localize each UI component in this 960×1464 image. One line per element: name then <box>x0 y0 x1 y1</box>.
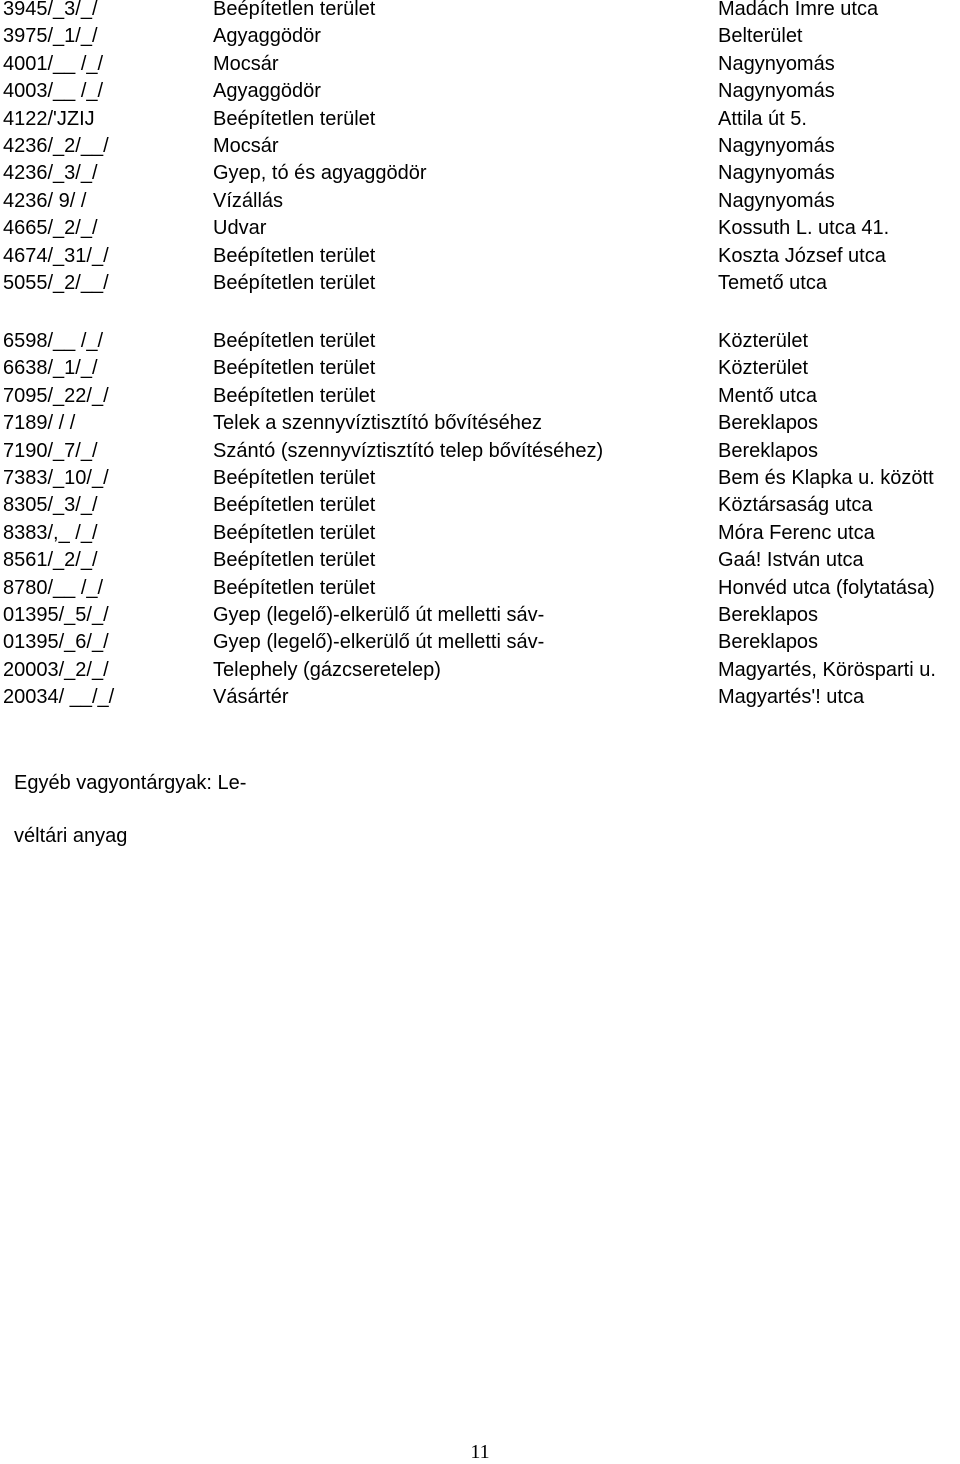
parcel-number: 3945/_3/_/ <box>3 0 98 20</box>
property-type: Beépítetlen terület <box>213 107 376 130</box>
parcel-number: 8561/_2/_/ <box>3 549 98 572</box>
property-type: Agyaggödör <box>213 80 321 103</box>
property-location: Mentő utca <box>718 384 817 407</box>
parcel-number: 01395/_5/_/ <box>3 604 109 626</box>
property-row <box>0 684 960 711</box>
property-location: Belterület <box>718 25 803 48</box>
property-type: Udvar <box>213 217 267 240</box>
parcel-number: 3975/_1/_/ <box>3 25 98 48</box>
property-row <box>0 270 960 297</box>
parcel-number: 7189/ / / <box>3 412 76 435</box>
property-row <box>0 51 960 78</box>
parcel-number: 4236/_3/_/ <box>3 162 98 185</box>
property-location: Nagynyomás <box>718 52 835 75</box>
property-type: Vásártér <box>213 686 289 709</box>
property-row <box>0 215 960 242</box>
property-location: Köztársaság utca <box>718 494 873 517</box>
property-location: Bem és Klapka u. között <box>718 467 934 489</box>
property-type: Mocsár <box>213 135 279 157</box>
property-row <box>0 106 960 133</box>
property-row <box>0 355 960 382</box>
property-location: Bereklapos <box>718 631 819 654</box>
property-row <box>0 0 960 23</box>
property-type: Beépítetlen terület <box>213 494 376 517</box>
property-type: Beépítetlen terület <box>213 549 376 572</box>
property-type: Telek a szennyvíztisztító bővítéséhez <box>213 412 543 435</box>
property-location: Bereklapos <box>718 412 819 435</box>
parcel-number: 4665/_2/_/ <box>3 217 98 240</box>
property-type: Telephely (gázcseretelep) <box>213 658 441 681</box>
property-type: Beépítetlen terület <box>213 467 376 489</box>
property-location: Gaá! István utca <box>718 549 864 572</box>
parcel-number: 6598/__ /_/ <box>3 330 104 352</box>
property-location: Nagynyomás <box>718 162 835 185</box>
property-type: Beépítetlen terület <box>213 244 376 267</box>
property-type: Beépítetlen terület <box>213 357 376 380</box>
parcel-number: 7190/_7/_/ <box>3 439 98 462</box>
property-location: Attila út 5. <box>718 107 807 130</box>
parcel-number: 8383/,_ /_/ <box>3 521 98 544</box>
property-row <box>0 657 960 684</box>
parcel-number: 4236/_2/__/ <box>3 135 109 157</box>
property-row <box>0 602 960 629</box>
property-type: Vízállás <box>213 189 284 212</box>
property-location: Móra Ferenc utca <box>718 521 875 544</box>
property-location: Közterület <box>718 357 809 380</box>
property-row <box>0 383 960 410</box>
property-location: Nagynyomás <box>718 80 835 103</box>
parcel-number: 8780/__ /_/ <box>3 576 104 599</box>
other-assets-line-1: Egyéb vagyontárgyak: Le- <box>14 772 247 794</box>
property-type: Agyaggödör <box>213 25 321 48</box>
property-location: Magyartés, Körösparti u. <box>718 658 936 681</box>
property-row <box>0 328 960 355</box>
property-location: Magyartés'! utca <box>718 686 865 709</box>
parcel-number: 4236/ 9/ / <box>3 189 87 212</box>
parcel-number: 8305/_3/_/ <box>3 494 98 517</box>
property-row <box>0 629 960 656</box>
parcel-number: 20003/_2/_/ <box>3 658 109 681</box>
property-type: Beépítetlen terület <box>213 384 376 407</box>
property-row <box>0 438 960 465</box>
property-row <box>0 243 960 270</box>
property-type: Gyep (legelő)-elkerülő út melletti sáv- <box>213 604 545 626</box>
property-location: Nagynyomás <box>718 189 835 212</box>
property-location: Temető utca <box>718 272 827 294</box>
parcel-number: 01395/_6/_/ <box>3 631 109 654</box>
parcel-number: 4122/'JZIJ <box>3 107 95 130</box>
property-location: Honvéd utca (folytatása) <box>718 576 935 599</box>
property-type: Beépítetlen terület <box>213 0 376 20</box>
property-type: Beépítetlen terület <box>213 330 376 352</box>
property-location: Bereklapos <box>718 439 819 462</box>
parcel-number: 4001/__ /_/ <box>3 52 104 75</box>
page-number: 11 <box>470 1441 490 1463</box>
parcel-number: 6638/_1/_/ <box>3 357 98 380</box>
property-row <box>0 492 960 519</box>
property-row <box>0 547 960 574</box>
property-row <box>0 23 960 50</box>
property-row <box>0 465 960 492</box>
parcel-number: 20034/ __/_/ <box>3 686 115 709</box>
property-row <box>0 160 960 187</box>
parcel-number: 7095/_22/_/ <box>3 384 109 407</box>
property-location: Nagynyomás <box>718 135 835 157</box>
property-location: Koszta József utca <box>718 244 886 267</box>
property-location: Közterület <box>718 330 809 352</box>
parcel-number: 5055/_2/__/ <box>3 272 109 294</box>
property-row <box>0 575 960 602</box>
property-row <box>0 188 960 215</box>
parcel-number: 4674/_31/_/ <box>3 244 109 267</box>
property-row <box>0 520 960 547</box>
property-location: Kossuth L. utca 41. <box>718 217 890 240</box>
property-type: Gyep (legelő)-elkerülő út melletti sáv- <box>213 631 545 654</box>
property-location: Bereklapos <box>718 604 819 626</box>
property-row <box>0 78 960 105</box>
property-row <box>0 410 960 437</box>
property-type: Beépítetlen terület <box>213 521 376 544</box>
property-type: Mocsár <box>213 52 279 75</box>
property-type: Beépítetlen terület <box>213 576 376 599</box>
property-type: Beépítetlen terület <box>213 272 376 294</box>
parcel-number: 7383/_10/_/ <box>3 467 109 489</box>
property-row <box>0 133 960 160</box>
property-type: Gyep, tó és agyaggödör <box>213 162 427 185</box>
property-type: Szántó (szennyvíztisztító telep bővítéséhez) <box>213 439 604 462</box>
property-location: Madách Imre utca <box>718 0 879 20</box>
parcel-number: 4003/__ /_/ <box>3 80 104 103</box>
other-assets-line-2: véltári anyag <box>14 825 128 847</box>
